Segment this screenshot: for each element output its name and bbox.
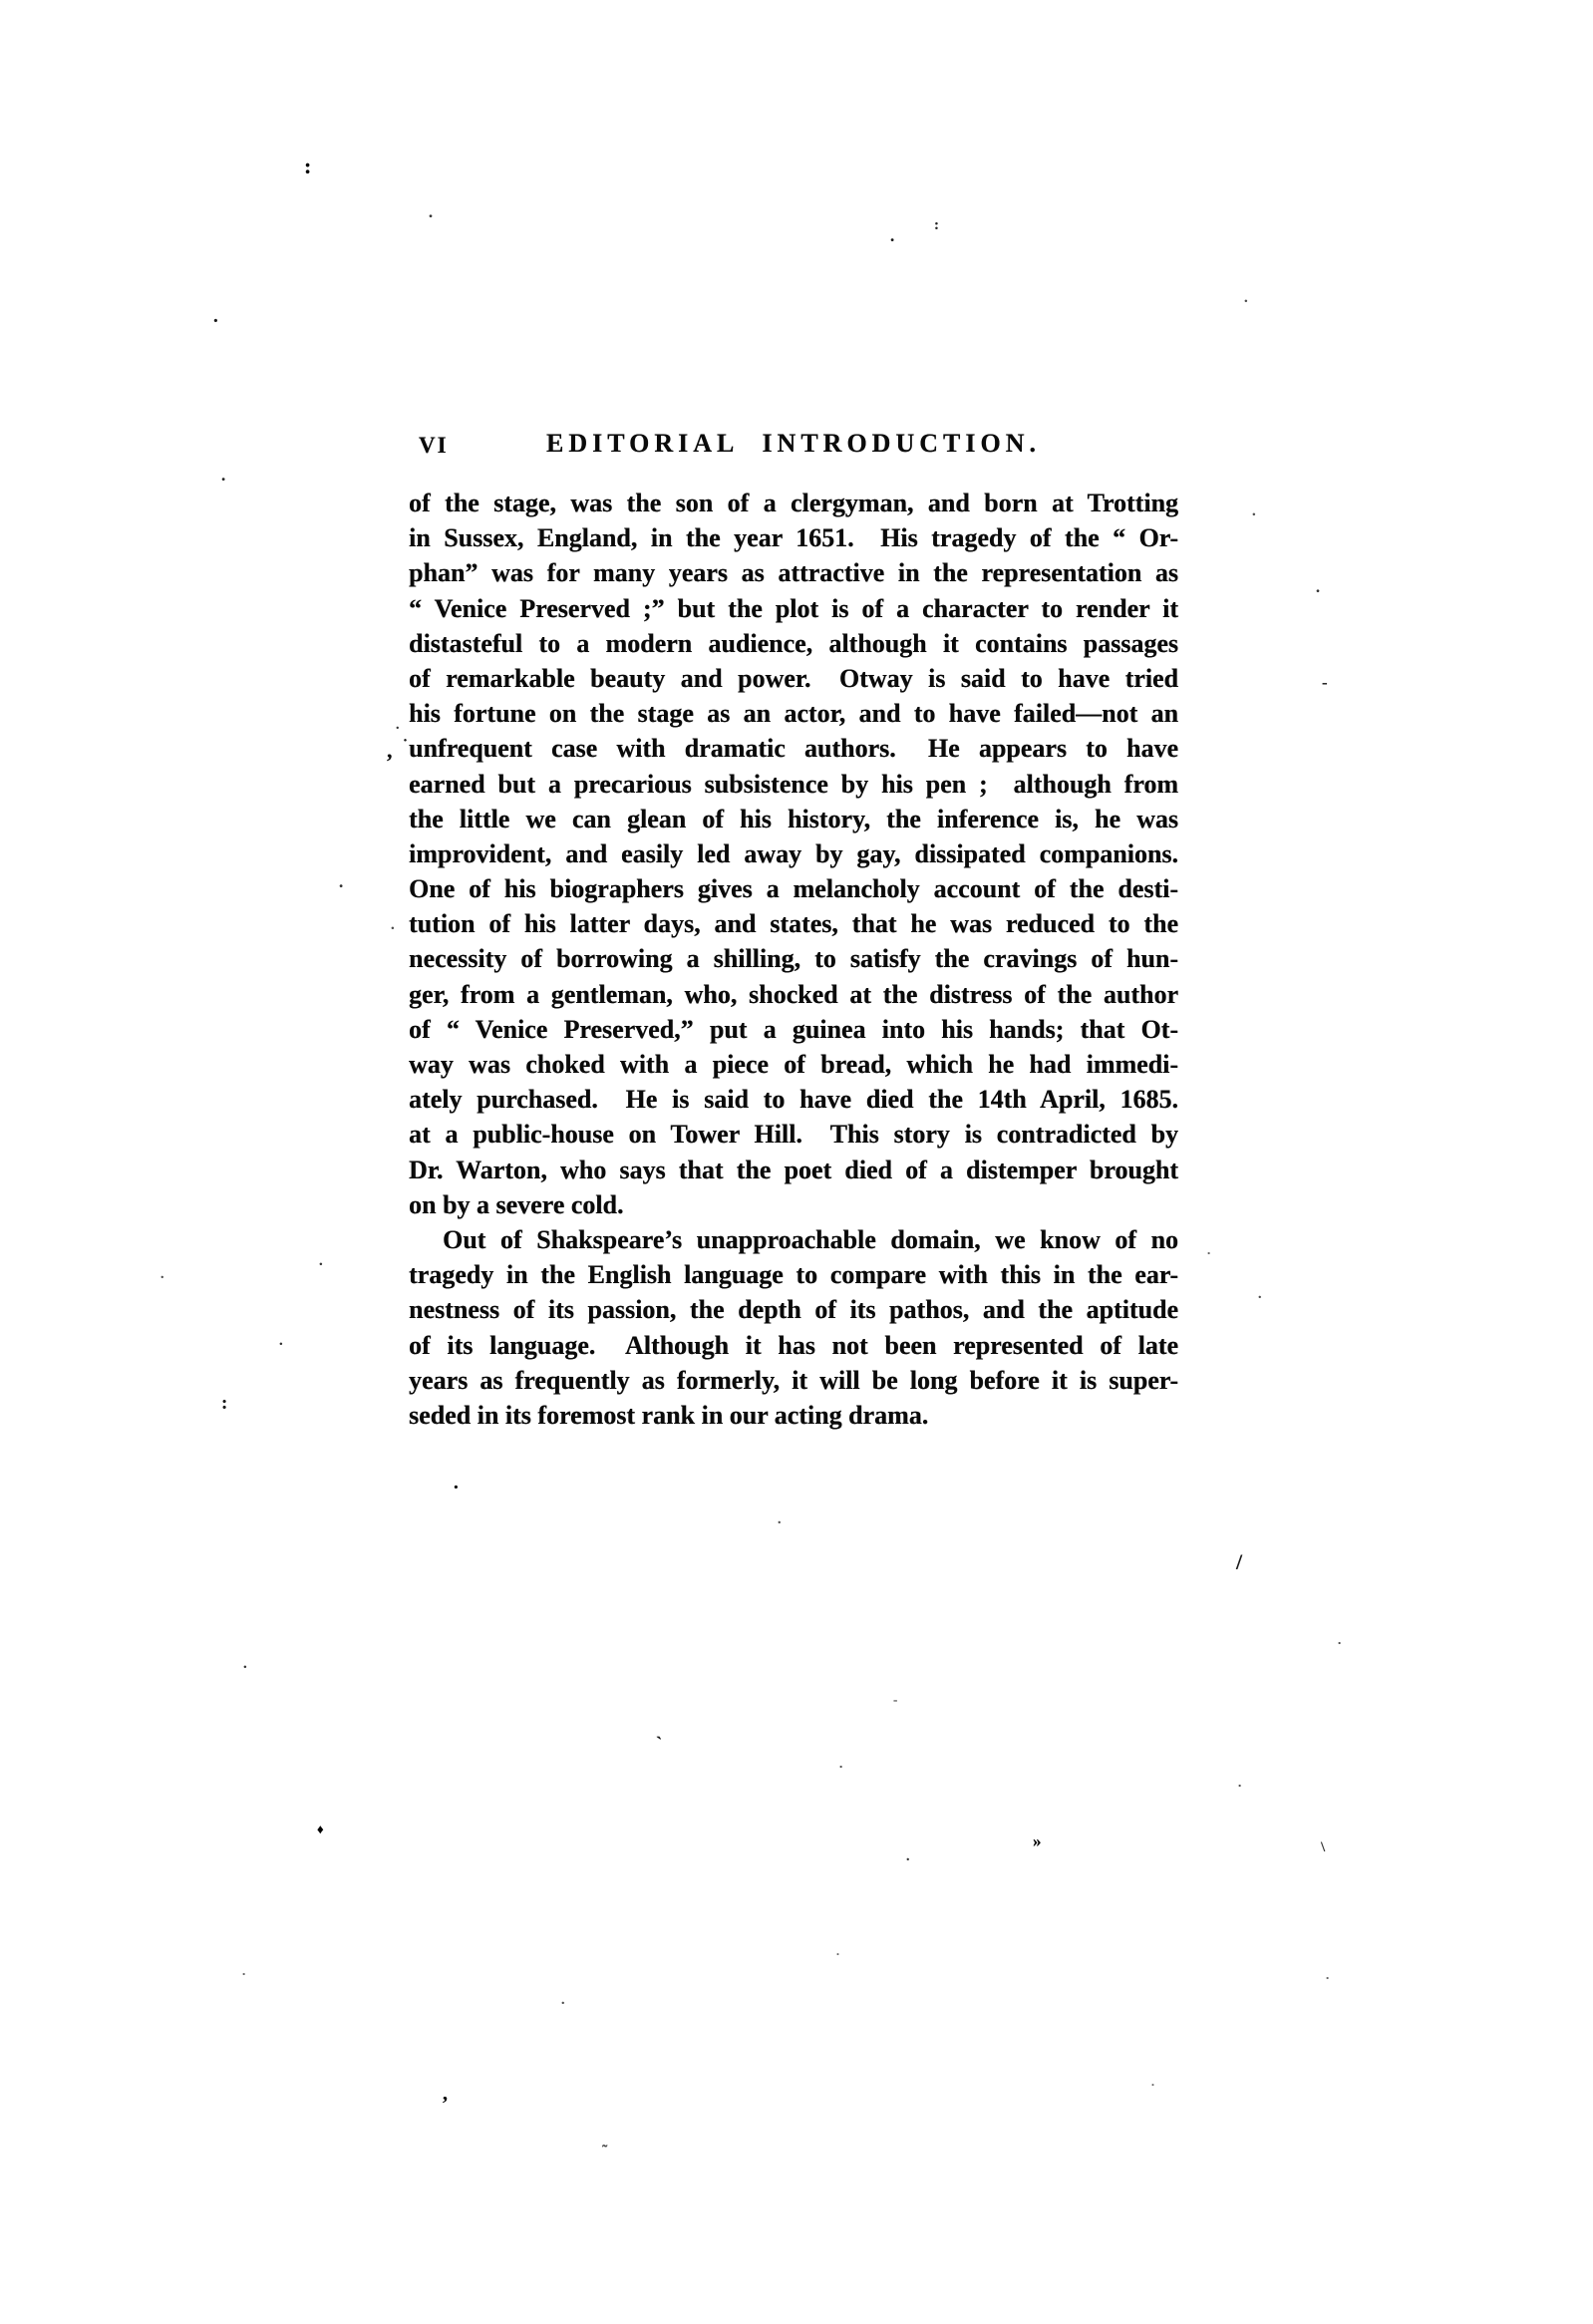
text-line: the little we can glean of his history, the inference is, he was [409, 804, 1178, 833]
text-line: in Sussex, England, in the year 1651. His tragedy of the “ Or- [409, 523, 1178, 553]
ink-speck: . [1244, 290, 1248, 306]
text-line: of remarkable beauty and power. Otway is said to have tried [409, 663, 1178, 693]
text-line: ger, from a gentleman, who, shocked at the distress of the author [409, 979, 1178, 1009]
ink-speck: ˜ [602, 2143, 608, 2159]
ink-speck: . [1151, 2075, 1154, 2089]
page-header-row [409, 429, 1178, 469]
ink-speck: . [1258, 1287, 1262, 1302]
ink-speck: ` [656, 1734, 663, 1755]
ink-speck: . [836, 1944, 839, 1958]
text-line: improvident, and easily led away by gay, dissipated companions. [409, 838, 1178, 868]
ink-speck: . [339, 872, 344, 891]
ink-speck: . [839, 1756, 843, 1771]
ink-speck: : [934, 217, 939, 233]
ink-speck: . [906, 1849, 910, 1864]
body-text-block [409, 486, 1178, 1433]
ink-speck: : [304, 154, 312, 178]
ink-speck: . [429, 204, 433, 221]
ink-speck: . [213, 306, 218, 327]
text-line: way was choked with a piece of bread, which he had immedi- [409, 1050, 1178, 1079]
ink-speck: ’ [442, 2093, 449, 2115]
ink-speck: . [890, 226, 895, 245]
ink-speck: . [279, 1333, 283, 1349]
ink-speck: . [319, 1253, 323, 1269]
ink-speck: . [160, 1267, 164, 1282]
text-line: years as frequently as formerly, it will be long before it is super- [409, 1365, 1178, 1395]
text-line: ately purchased. He is said to have died the 14th April, 1685. [409, 1085, 1178, 1115]
text-line: “ Venice Preserved ;” but the plot is of a character to render it [409, 593, 1178, 623]
ink-speck: : [221, 1393, 228, 1414]
page-number: VI [419, 433, 449, 458]
text-line: Dr. Warton, who says that the poet died of a distemper brought [409, 1155, 1178, 1184]
ink-speck: / [1236, 1549, 1243, 1574]
text-line: at a public-house on Tower Hill. This story is contradicted by [409, 1120, 1178, 1150]
text-line: unfrequent case with dramatic authors. He appears to have [409, 734, 1178, 764]
ink-speck: , [387, 738, 393, 763]
text-line: on by a severe cold. [409, 1189, 624, 1219]
text-line: of the stage, was the son of a clergyman, and born at Trotting [409, 489, 1178, 517]
ink-speck: . [243, 1656, 247, 1672]
text-line: distasteful to a modern audience, although it contains passages [409, 628, 1178, 658]
text-line: tragedy in the English language to compare with this in the ear- [409, 1260, 1178, 1290]
text-line: earned but a precarious subsistence by his pen ; although from [409, 769, 1178, 799]
text-line: phan” was for many years as attractive in the representation as [409, 558, 1178, 588]
text-line: Out of Shakspeare’s unapproachable domain, we know of no [443, 1224, 1178, 1254]
ink-speck: . [221, 466, 226, 485]
ink-speck: ♦ [317, 1822, 324, 1836]
text-line: One of his biographers gives a melancholy account of the desti- [409, 874, 1178, 904]
ink-speck: . [778, 1512, 782, 1527]
text-line: nestness of its passion, the depth of its pathos, and the aptitude [409, 1295, 1178, 1325]
ink-speck: . [1338, 1632, 1342, 1647]
text-line: seded in its foremost rank in our acting drama. [409, 1400, 929, 1430]
ink-speck: . [1316, 579, 1320, 596]
ink-speck: . [1252, 503, 1256, 519]
ink-speck: » [1033, 1831, 1042, 1850]
ink-speck: . [396, 718, 400, 733]
ink-speck: · [403, 733, 409, 749]
ink-speck: \ [1321, 1839, 1326, 1855]
ink-speck: . [561, 1993, 565, 2008]
ink-speck: . [454, 1473, 459, 1494]
ink-speck: . [242, 1963, 246, 1978]
ink-speck: . [1326, 1967, 1330, 1982]
ink-speck: . [1207, 1242, 1211, 1257]
ink-speck: . [391, 917, 395, 933]
ink-speck: - [893, 1692, 898, 1707]
text-line: of its language. Although it has not been represented of late [409, 1330, 1178, 1360]
text-line: tution of his latter days, and states, that he was reduced to the [409, 909, 1178, 939]
text-line: necessity of borrowing a shilling, to satisfy the cravings of hun- [409, 944, 1178, 974]
running-head-title: EDITORIAL INTRODUCTION. [546, 429, 1041, 458]
ink-speck: . [1238, 1775, 1242, 1790]
text-line: his fortune on the stage as an actor, and to have failed—not an [409, 699, 1178, 729]
ink-speck: - [1322, 673, 1328, 692]
text-line: of “ Venice Preserved,” put a guinea into his hands; that Ot- [409, 1014, 1178, 1044]
